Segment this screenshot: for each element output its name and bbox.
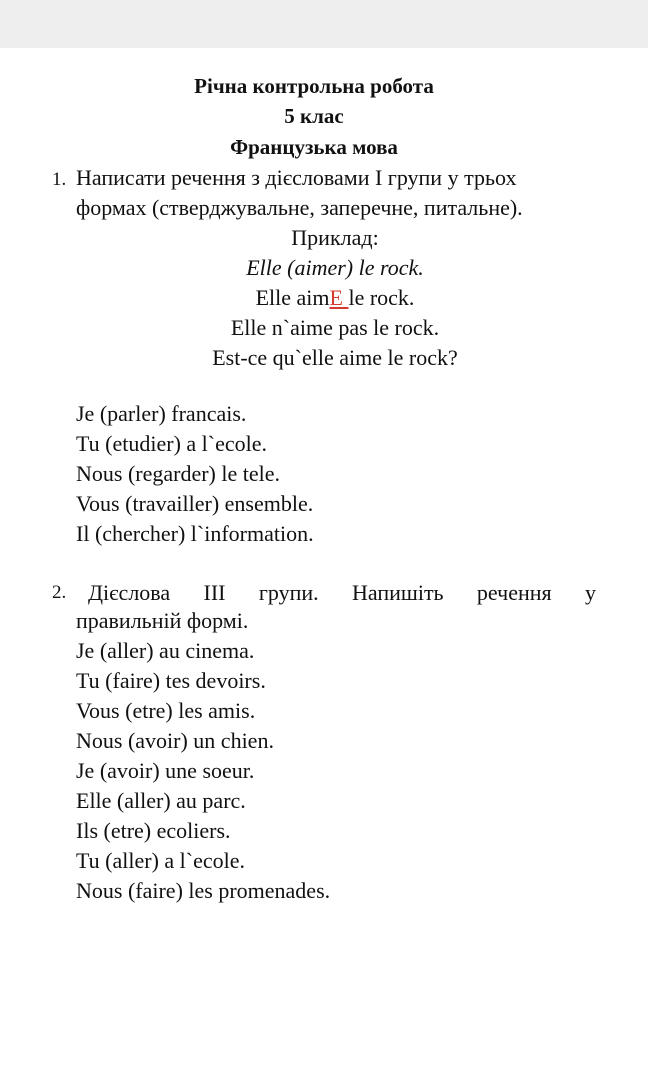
task1-sentence: Tu (etudier) a l`ecole. [76, 431, 268, 456]
task2-sentence: Nous (avoir) un chien. [76, 728, 274, 753]
document-grade: 5 клас [284, 104, 344, 128]
task1-instruction-line1: Написати речення з дієсловами І групи у трьох [76, 165, 517, 190]
example-negative: Elle n`aime pas le rock. [230, 315, 440, 340]
document-subject: Французька мова [230, 135, 398, 159]
task2-sentence: Ils (etre) ecoliers. [76, 818, 231, 843]
task2-number: 2. [52, 582, 67, 603]
task1-sentence: Je (parler) francais. [76, 401, 247, 426]
top-bar [0, 0, 648, 48]
task2-sentence: Je (avoir) une soeur. [76, 758, 255, 783]
task1-sentence: Nous (regarder) le tele. [76, 461, 281, 486]
task2-sentence: Tu (faire) tes devoirs. [76, 668, 266, 693]
example-infinitive: Elle (aimer) le rock. [246, 255, 424, 280]
task2-sentence: Vous (etre) les amis. [76, 698, 256, 723]
document-page [0, 48, 648, 1088]
example-affirmative-stem: Elle aim [255, 285, 330, 310]
task1-number: 1. [52, 169, 67, 190]
task2-instruction-line1: Дієслова ІІІ групи. Напишіть речення у [88, 580, 596, 605]
document-title: Річна контрольна робота [194, 74, 434, 98]
example-affirmative-rest: le rock. [348, 285, 415, 310]
task1-instruction-line2: формах (стверджувальне, заперечне, питальне). [76, 195, 523, 220]
task1-sentence: Il (chercher) l`information. [76, 521, 314, 546]
example-affirmative [70, 287, 600, 309]
task2-sentence: Tu (aller) a l`ecole. [76, 848, 246, 873]
task2-sentence: Nous (faire) les promenades. [76, 878, 331, 903]
task2-sentence: Je (aller) au cinema. [76, 638, 255, 663]
task2-sentence: Elle (aller) au parc. [76, 788, 246, 813]
example-affirmative-ending: E [329, 285, 349, 310]
example-label: Приклад: [291, 225, 379, 250]
task2-instruction-line2: правильній формі. [76, 608, 249, 633]
example-question: Est-ce qu`elle aime le rock? [212, 345, 458, 370]
task1-sentence: Vous (travailler) ensemble. [76, 491, 314, 516]
